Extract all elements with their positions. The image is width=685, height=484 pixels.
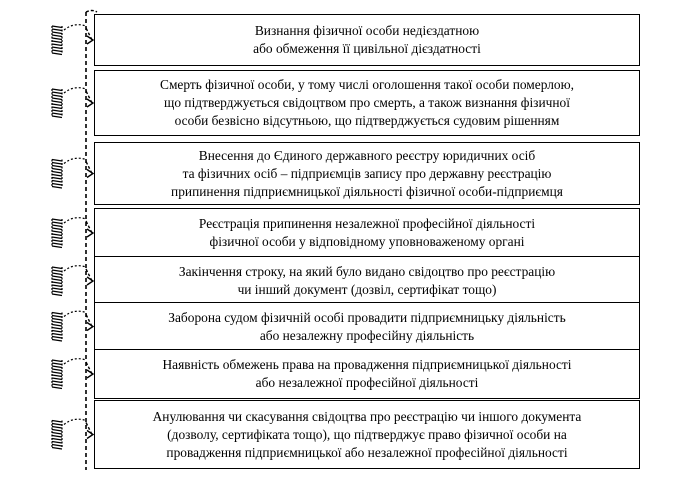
diagram-box-5 bbox=[94, 256, 640, 306]
box-line: фізичної особи у відповідному уповноваженому органі bbox=[209, 234, 525, 249]
box-line: Закінчення строку, на який було видано свідоцтво про реєстрацію bbox=[178, 264, 556, 279]
connector-arrowhead bbox=[87, 323, 93, 331]
box-line: Внесення до Єдиного державного реєстру юридичних осіб bbox=[198, 147, 536, 163]
box-line: чи інший документ (дозвіл, сертифікат тощо) bbox=[237, 282, 497, 297]
box-line: припинення підприємницької діяльності фізичної особи-підприємця bbox=[171, 183, 563, 199]
hatched-marker bbox=[52, 313, 62, 342]
connector-arrowhead bbox=[87, 36, 93, 44]
connector-curl bbox=[64, 218, 86, 223]
diagram-box-8 bbox=[94, 400, 640, 469]
box-line: або обмеження її цивільної дієздатності bbox=[253, 41, 481, 56]
hatched-marker bbox=[52, 267, 62, 296]
box-line: Анулювання чи скасування свідоцтва про реєстрацію чи іншого документа bbox=[152, 408, 582, 424]
connector-curl bbox=[64, 359, 86, 364]
hatched-marker bbox=[52, 421, 62, 450]
box-line: Наявність обмежень права на провадження підприємницької діяльності bbox=[162, 357, 572, 372]
diagram-box-1 bbox=[94, 14, 640, 66]
hatched-marker bbox=[52, 160, 62, 189]
diagram-box-7 bbox=[94, 349, 640, 399]
hatched-marker bbox=[52, 26, 62, 55]
connector-curl bbox=[64, 25, 86, 30]
hatched-marker bbox=[52, 360, 62, 389]
box-line: або незалежну професійну діяльність bbox=[259, 327, 475, 343]
connector-curl bbox=[64, 266, 86, 271]
diagram-box-3 bbox=[94, 142, 640, 205]
connector-arrowhead bbox=[87, 99, 93, 107]
box-line: або незалежної професійної діяльності bbox=[255, 375, 479, 390]
connector-arrowhead bbox=[87, 277, 93, 285]
diagram-box-text bbox=[149, 408, 586, 462]
box-line: Визнання фізичної особи недієздатною bbox=[254, 23, 480, 38]
diagram-box-text bbox=[195, 215, 539, 251]
hatched-marker bbox=[52, 219, 62, 248]
connector-curl bbox=[64, 419, 86, 424]
connector-top-tip bbox=[86, 11, 97, 13]
diagram-box-6 bbox=[94, 302, 640, 351]
diagram-box-text bbox=[249, 22, 485, 58]
connector-curl bbox=[64, 158, 86, 163]
diagram-box-2 bbox=[94, 70, 640, 136]
box-line: Реєстрація припинення незалежної професійної діяльності bbox=[198, 216, 536, 231]
diagram-box-text bbox=[167, 147, 567, 201]
box-line: та фізичних осіб – підприємців запису про державну реєстрацію bbox=[182, 165, 552, 181]
diagram-box-text bbox=[156, 76, 578, 130]
connector-curl bbox=[64, 88, 86, 93]
connector-arrowhead bbox=[87, 229, 93, 237]
diagram-box-4 bbox=[94, 208, 640, 258]
box-line: (дозволу, сертифіката тощо), що підтверджує право фізичної особи на bbox=[167, 426, 567, 442]
diagram-box-text bbox=[158, 356, 575, 392]
box-line: особи безвісно відсутньою, що підтверджується судовим рішенням bbox=[174, 113, 560, 128]
connector-arrowhead bbox=[87, 170, 93, 178]
box-line: провадження підприємницької або незалежної професійної діяльності bbox=[166, 444, 568, 460]
connector-arrowhead bbox=[87, 370, 93, 378]
diagram-box-text bbox=[175, 263, 559, 299]
box-line: що підтверджується свідоцтвом про смерть, а також визнання фізичної bbox=[164, 95, 570, 110]
connector-arrowhead bbox=[87, 431, 93, 439]
connector-curl bbox=[64, 311, 86, 316]
box-line: Заборона судом фізичній особі провадити підприємницьку діяльність bbox=[168, 309, 566, 325]
hatched-marker bbox=[52, 89, 62, 118]
box-line: Смерть фізичної особи, у тому числі оголошення такої особи померлою, bbox=[160, 77, 574, 92]
diagram-box-text bbox=[164, 309, 569, 345]
